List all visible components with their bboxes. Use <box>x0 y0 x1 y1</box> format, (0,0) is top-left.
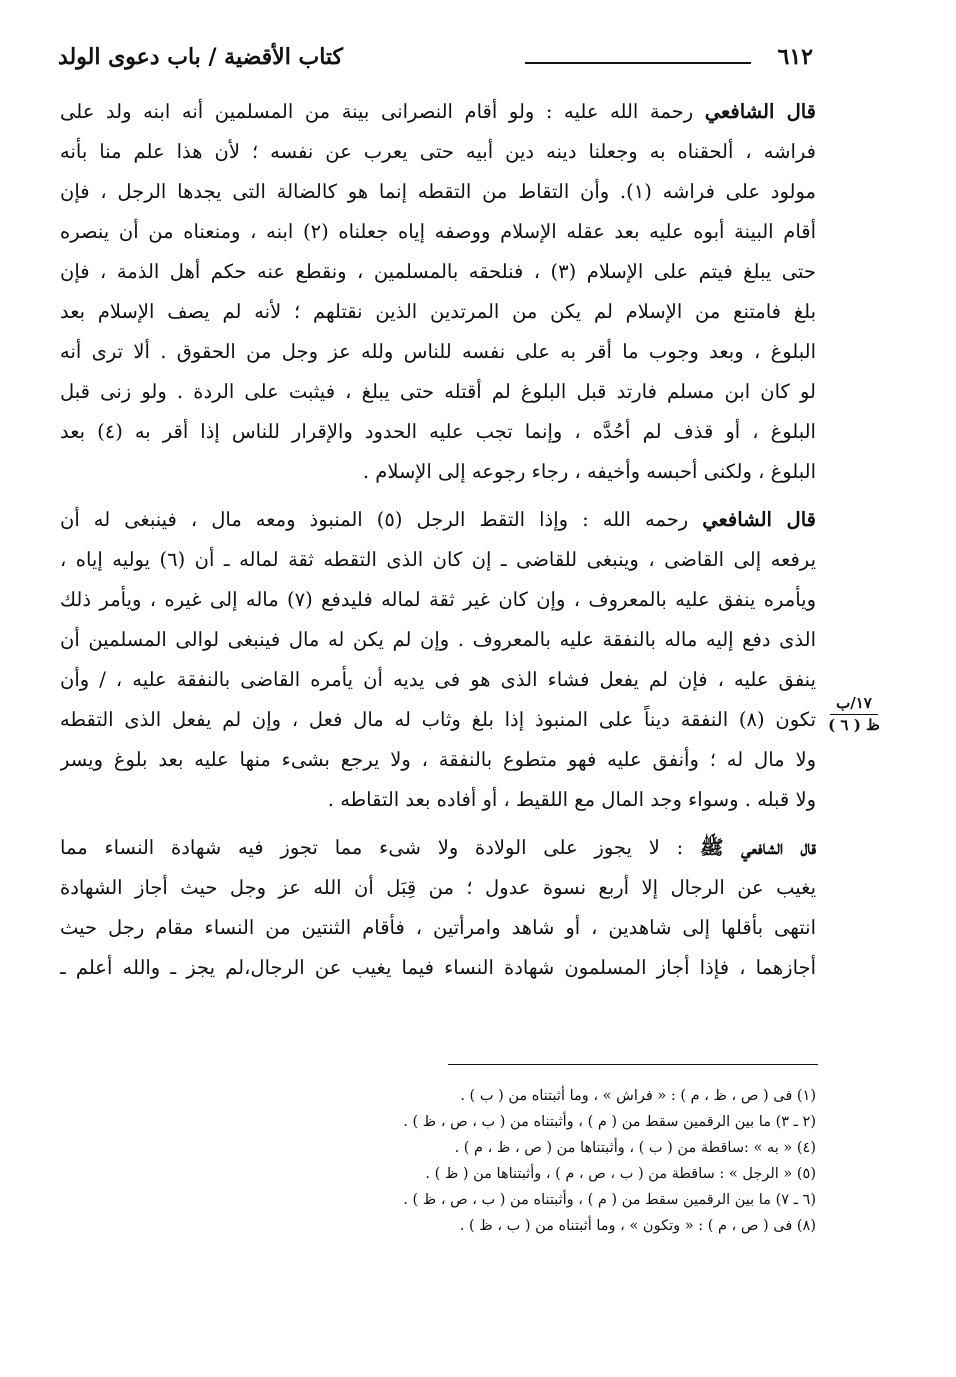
running-title: كتاب الأقضية / باب دعوى الولد <box>58 44 344 70</box>
text-line: البلوغ ، وبعد وجوب ما أقر به على نفسه للناس ولله عز وجل من الحقوق . ألا ترى أنه <box>60 340 816 363</box>
text-line: قال الشافعي رحمه الله : وإذا التقط الرجل (٥) المنبوذ ومعه مال ، فينبغى له أن <box>60 508 816 531</box>
text-line: أقام البينة أبوه عليه بعد عقله الإسلام ووصفه إياه جعلناه (٢) ابنه ، ومنعناه من أن ينصره <box>60 220 816 243</box>
folio-ref: ١٧/ب <box>836 694 872 712</box>
footnote: (٦ ـ ٧) ما بين الرقمين سقط من ( م ) ، وأثبتناه من ( ب ، ص ، ظ ) . <box>403 1192 816 1208</box>
footnote: (٢ ـ ٣) ما بين الرقمين سقط من ( م ) ، وأثبتناه من ( ب ، ص ، ظ ) . <box>403 1114 816 1130</box>
footnote: (٥) « الرجل » : ساقطة من ( ب ، ص ، م ) ، وأثبتناها من ( ظ ) . <box>425 1166 816 1182</box>
paragraph <box>60 500 816 820</box>
main-text <box>60 92 816 996</box>
text-line: يرفعه إلى القاضى ، وينبغى للقاضى ـ إن كان الذى التقطه ثقة لماله ـ أن (٦) يوليه إياه ، <box>60 548 816 571</box>
page-number: ٦١٢ <box>777 44 813 70</box>
folio-marker <box>826 694 882 735</box>
speaker-label: قال الشافعي <box>702 508 816 531</box>
header-rule <box>525 62 751 64</box>
footnotes <box>330 1083 816 1239</box>
speaker-label: قال الشافعي ﷺ <box>700 836 816 859</box>
folio-ref: ظ ( ٦ ) <box>828 716 880 734</box>
speaker-label: قال الشافعي <box>704 100 816 123</box>
running-header <box>58 40 813 80</box>
paragraph <box>60 92 816 492</box>
text-line: حتى يبلغ فيتم على الإسلام (٣) ، فنلحقه بالمسلمين ، ونقطع عنه حكم أهل الذمة ، فإن <box>60 260 816 283</box>
text-line: فراشه ، ألحقناه به وجعلنا دينه دين أبيه حتى يعرب عن نفسه ؛ لأن هذا علم منا بأنه <box>60 140 816 163</box>
footnote: (٨) فى ( ص ، م ) : « وتكون » ، وما أثبتناه من ( ب ، ظ ) . <box>459 1218 816 1234</box>
text-line: تكون (٨) النفقة ديناً على المنبوذ إذا بلغ وثاب له مال فعل ، وإن لم يفعل الذى التقطه <box>60 708 816 731</box>
text-line: بلغ فامتنع من الإسلام لم يكن من المرتدين الذين نقتلهم ؛ لأنه لم يصف الإسلام بعد <box>60 300 816 323</box>
text-line: البلوغ ، أو قذف لم أحُدَّه ، وإنما تجب عليه الحدود والإقرار للناس إذا أقر به (٤) بعد <box>60 420 816 443</box>
text-line: قال الشافعي رحمة الله عليه : ولو أقام النصرانى بينة من المسلمين أنه ابنه ولد على <box>60 100 816 123</box>
footnote: (١) فى ( ص ، ظ ، م ) : « فراش » ، وما أثبتناه من ( ب ) . <box>460 1088 816 1104</box>
text-line: ويأمره ينفق عليه بالمعروف ، وإن كان غير ثقة لماله فليدفع (٧) ماله إلى غيره ، ويأمر ذلك <box>60 588 816 611</box>
text-line: ينفق عليه ، فإن لم يفعل فشاء الذى هو فى يديه أن يأمره القاضى بالنفقة عليه ، / وأن <box>60 668 816 691</box>
footnote-rule <box>448 1064 818 1065</box>
text-line: ولا مال له ؛ وأنفق عليه فهو متطوع بالنفقة ، ولا يرجع بشىء منها عليه بعد بلوغ ويسر <box>60 748 816 771</box>
footnote: (٤) « به » :ساقطة من ( ب ) ، وأثبتناها من ( ص ، ظ ، م ) . <box>454 1140 816 1156</box>
paragraph <box>60 828 816 988</box>
text-line: الذى دفع إليه ماله بالنفقة عليه بالمعروف . وإن لم يكن له مال فينبغى لوالى المسلمين أن <box>60 628 816 651</box>
folio-rule <box>830 714 878 715</box>
text-line: ولا قبله . وسواء وجد المال مع اللقيط ، أو أفاده بعد التقاطه . <box>327 788 816 811</box>
text-line: أجازهما ، فإذا أجاز المسلمون شهادة النساء فيما يغيب عن الرجال،لم يجز ـ والله أعلم ـ <box>60 956 816 979</box>
text-line: قال الشافعي ﷺ : لا يجوز على الولادة ولا شىء مما تجوز فيه شهادة النساء مما <box>60 836 816 859</box>
text-line: البلوغ ، ولكنى أحبسه وأخيفه ، رجاء رجوعه إلى الإسلام . <box>362 460 816 483</box>
text-line: لو كان ابن مسلم فارتد قبل البلوغ لم أقتله حتى يبلغ ، فيثبت على الردة . ولو زنى قبل <box>60 380 816 403</box>
text-line: انتهى بأقلها إلى شاهدين ، أو شاهد وامرأتين ، فأقام الثنتين من النساء مقام رجل حيث <box>60 916 816 939</box>
text-line: يغيب عن الرجال إلا أربع نسوة عدول ؛ من قِبَل أن الله عز وجل حيث أجاز الشهادة <box>60 876 816 899</box>
text-line: مولود على فراشه (١). وأن التقاط من التقطه إنما هو كالضالة التى يجدها الرجل ، فإن <box>60 180 816 203</box>
